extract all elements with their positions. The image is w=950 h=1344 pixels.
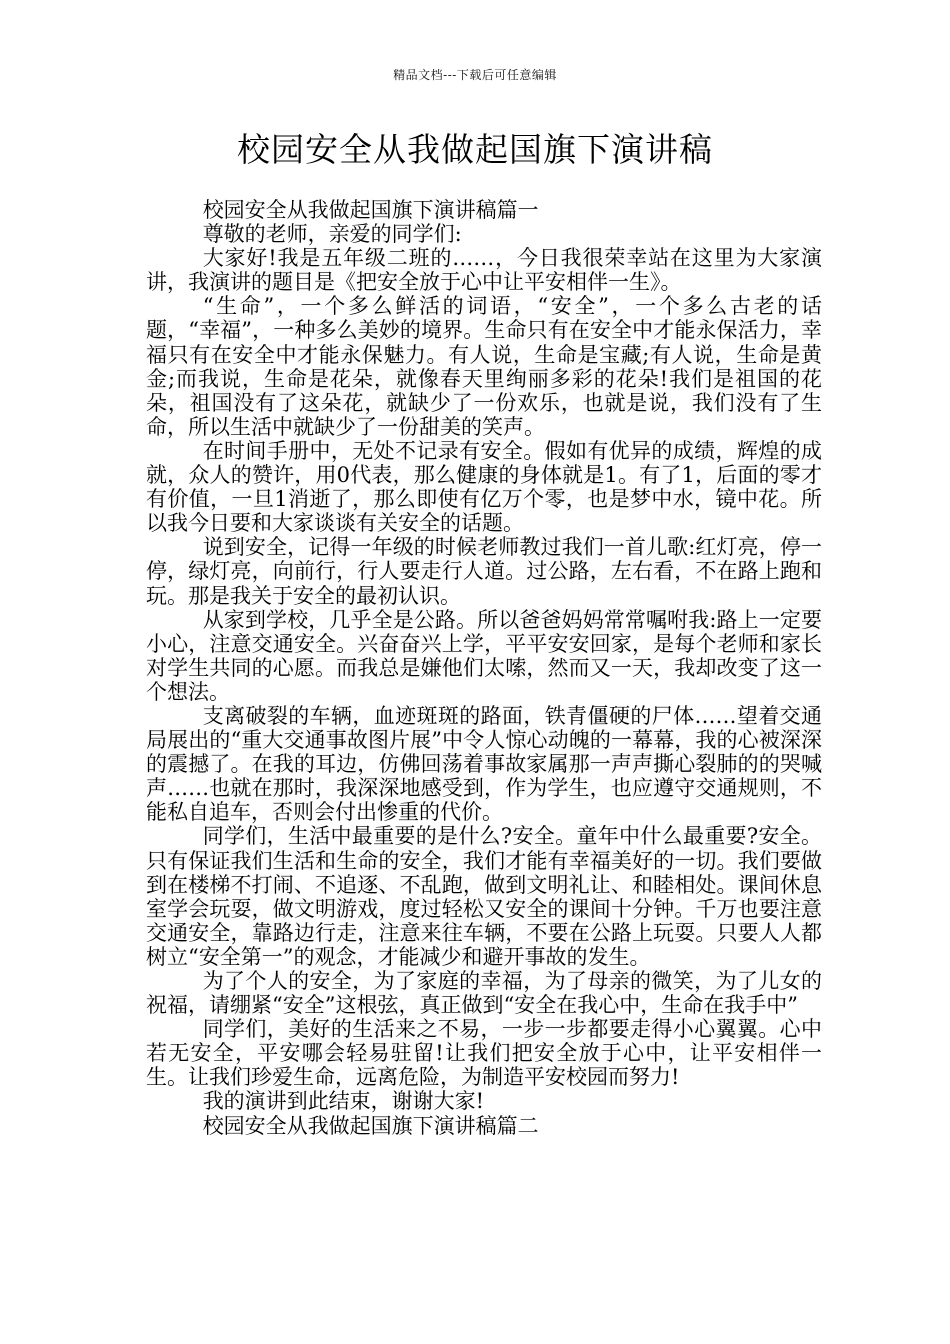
paragraph: 支离破裂的车辆，血迹斑斑的路面，铁青僵硬的尸体……望着交通局展出的“重大交通事故图片展”中令人惊心动魄的一幕幕，我的心被深深的震撼了。在我的耳边，仿佛回荡着事故家属那一声声撕心裂肺的的哭喊声……也就在那时，我深深地感受到，作为学生，也应遵守交通规则，不能私自追车，否则会付出惨重的代价。	[146, 703, 822, 825]
paragraph: 同学们，生活中最重要的是什么?安全。童年中什么最重要?安全。只有保证我们生活和生命的安全，我们才能有幸福美好的一切。我们要做到在楼梯不打闹、不追逐、不乱跑，做到文明礼让、和睦相处。课间休息室学会玩耍，做文明游戏，度过轻松又安全的课间十分钟。千万也要注意交通安全，靠路边行走，注意来往车辆，不要在公路上玩耍。只要人人都树立“安全第一”的观念，才能减少和避开事故的发生。	[146, 824, 822, 969]
paragraph: 同学们，美好的生活来之不易，一步一步都要走得小心翼翼。心中若无安全，平安哪会轻易驻留!让我们把安全放于心中，让平安相伴一生。让我们珍爱生命，远离危险，为制造平安校园而努力!	[146, 1017, 822, 1090]
closing-line: 我的演讲到此结束，谢谢大家!	[202, 1089, 485, 1114]
document-title: 校园安全从我做起国旗下演讲稿	[237, 130, 713, 169]
document-body	[146, 198, 822, 1138]
paragraph: 说到安全，记得一年级的时候老师教过我们一首儿歌:红灯亮，停一停，绿灯亮，向前行，行人要走行人道。过公路，左右看，不在路上跑和玩。那是我关于安全的最初认识。	[146, 535, 822, 608]
section-heading: 校园安全从我做起国旗下演讲稿篇一	[202, 198, 539, 222]
paragraph: 为了个人的安全，为了家庭的幸福，为了母亲的微笑，为了儿女的祝福，请绷紧“安全”这根弦，真正做到“安全在我心中，生命在我手中”	[146, 969, 822, 1018]
header-note: 精品文档---下载后可任意编辑	[393, 68, 557, 82]
section-heading: 校园安全从我做起国旗下演讲稿篇二	[202, 1113, 539, 1138]
paragraph: 在时间手册中，无处不记录有安全。假如有优异的成绩，辉煌的成就，众人的赞许，用0代表，那么健康的身体就是1。有了1，后面的零才有价值，一旦1消逝了，那么即使有亿万个零，也是梦中水，镜中花。所以我今日要和大家谈谈有关安全的话题。	[146, 438, 822, 536]
salutation: 尊敬的老师，亲爱的同学们:	[202, 222, 462, 247]
paragraph: 从家到学校，几乎全是公路。所以爸爸妈妈常常嘱咐我:路上一定要小心，注意交通安全。兴奋奋兴上学，平平安安回家，是每个老师和家长对学生共同的心愿。而我总是嫌他们太嗦，然而又一天，我却改变了这一个想法。	[146, 607, 822, 704]
paragraph: 大家好!我是五年级二班的……，今日我很荣幸站在这里为大家演讲，我演讲的题目是《把安全放于心中让平安相伴一生》。	[146, 246, 822, 295]
paragraph: “生命”，一个多么鲜活的词语，“安全”，一个多么古老的话题，“幸福”，一种多么美妙的境界。生命只有在安全中才能永保活力，幸福只有在安全中才能永保魅力。有人说，生命是宝藏;有人说，生命是黄金;而我说，生命是花朵，就像春天里绚丽多彩的花朵!我们是祖国的花朵，祖国没有了这朵花，就缺少了一份欢乐，也就是说，我们没有了生命，所以生活中就缺少了一份甜美的笑声。	[146, 294, 822, 439]
